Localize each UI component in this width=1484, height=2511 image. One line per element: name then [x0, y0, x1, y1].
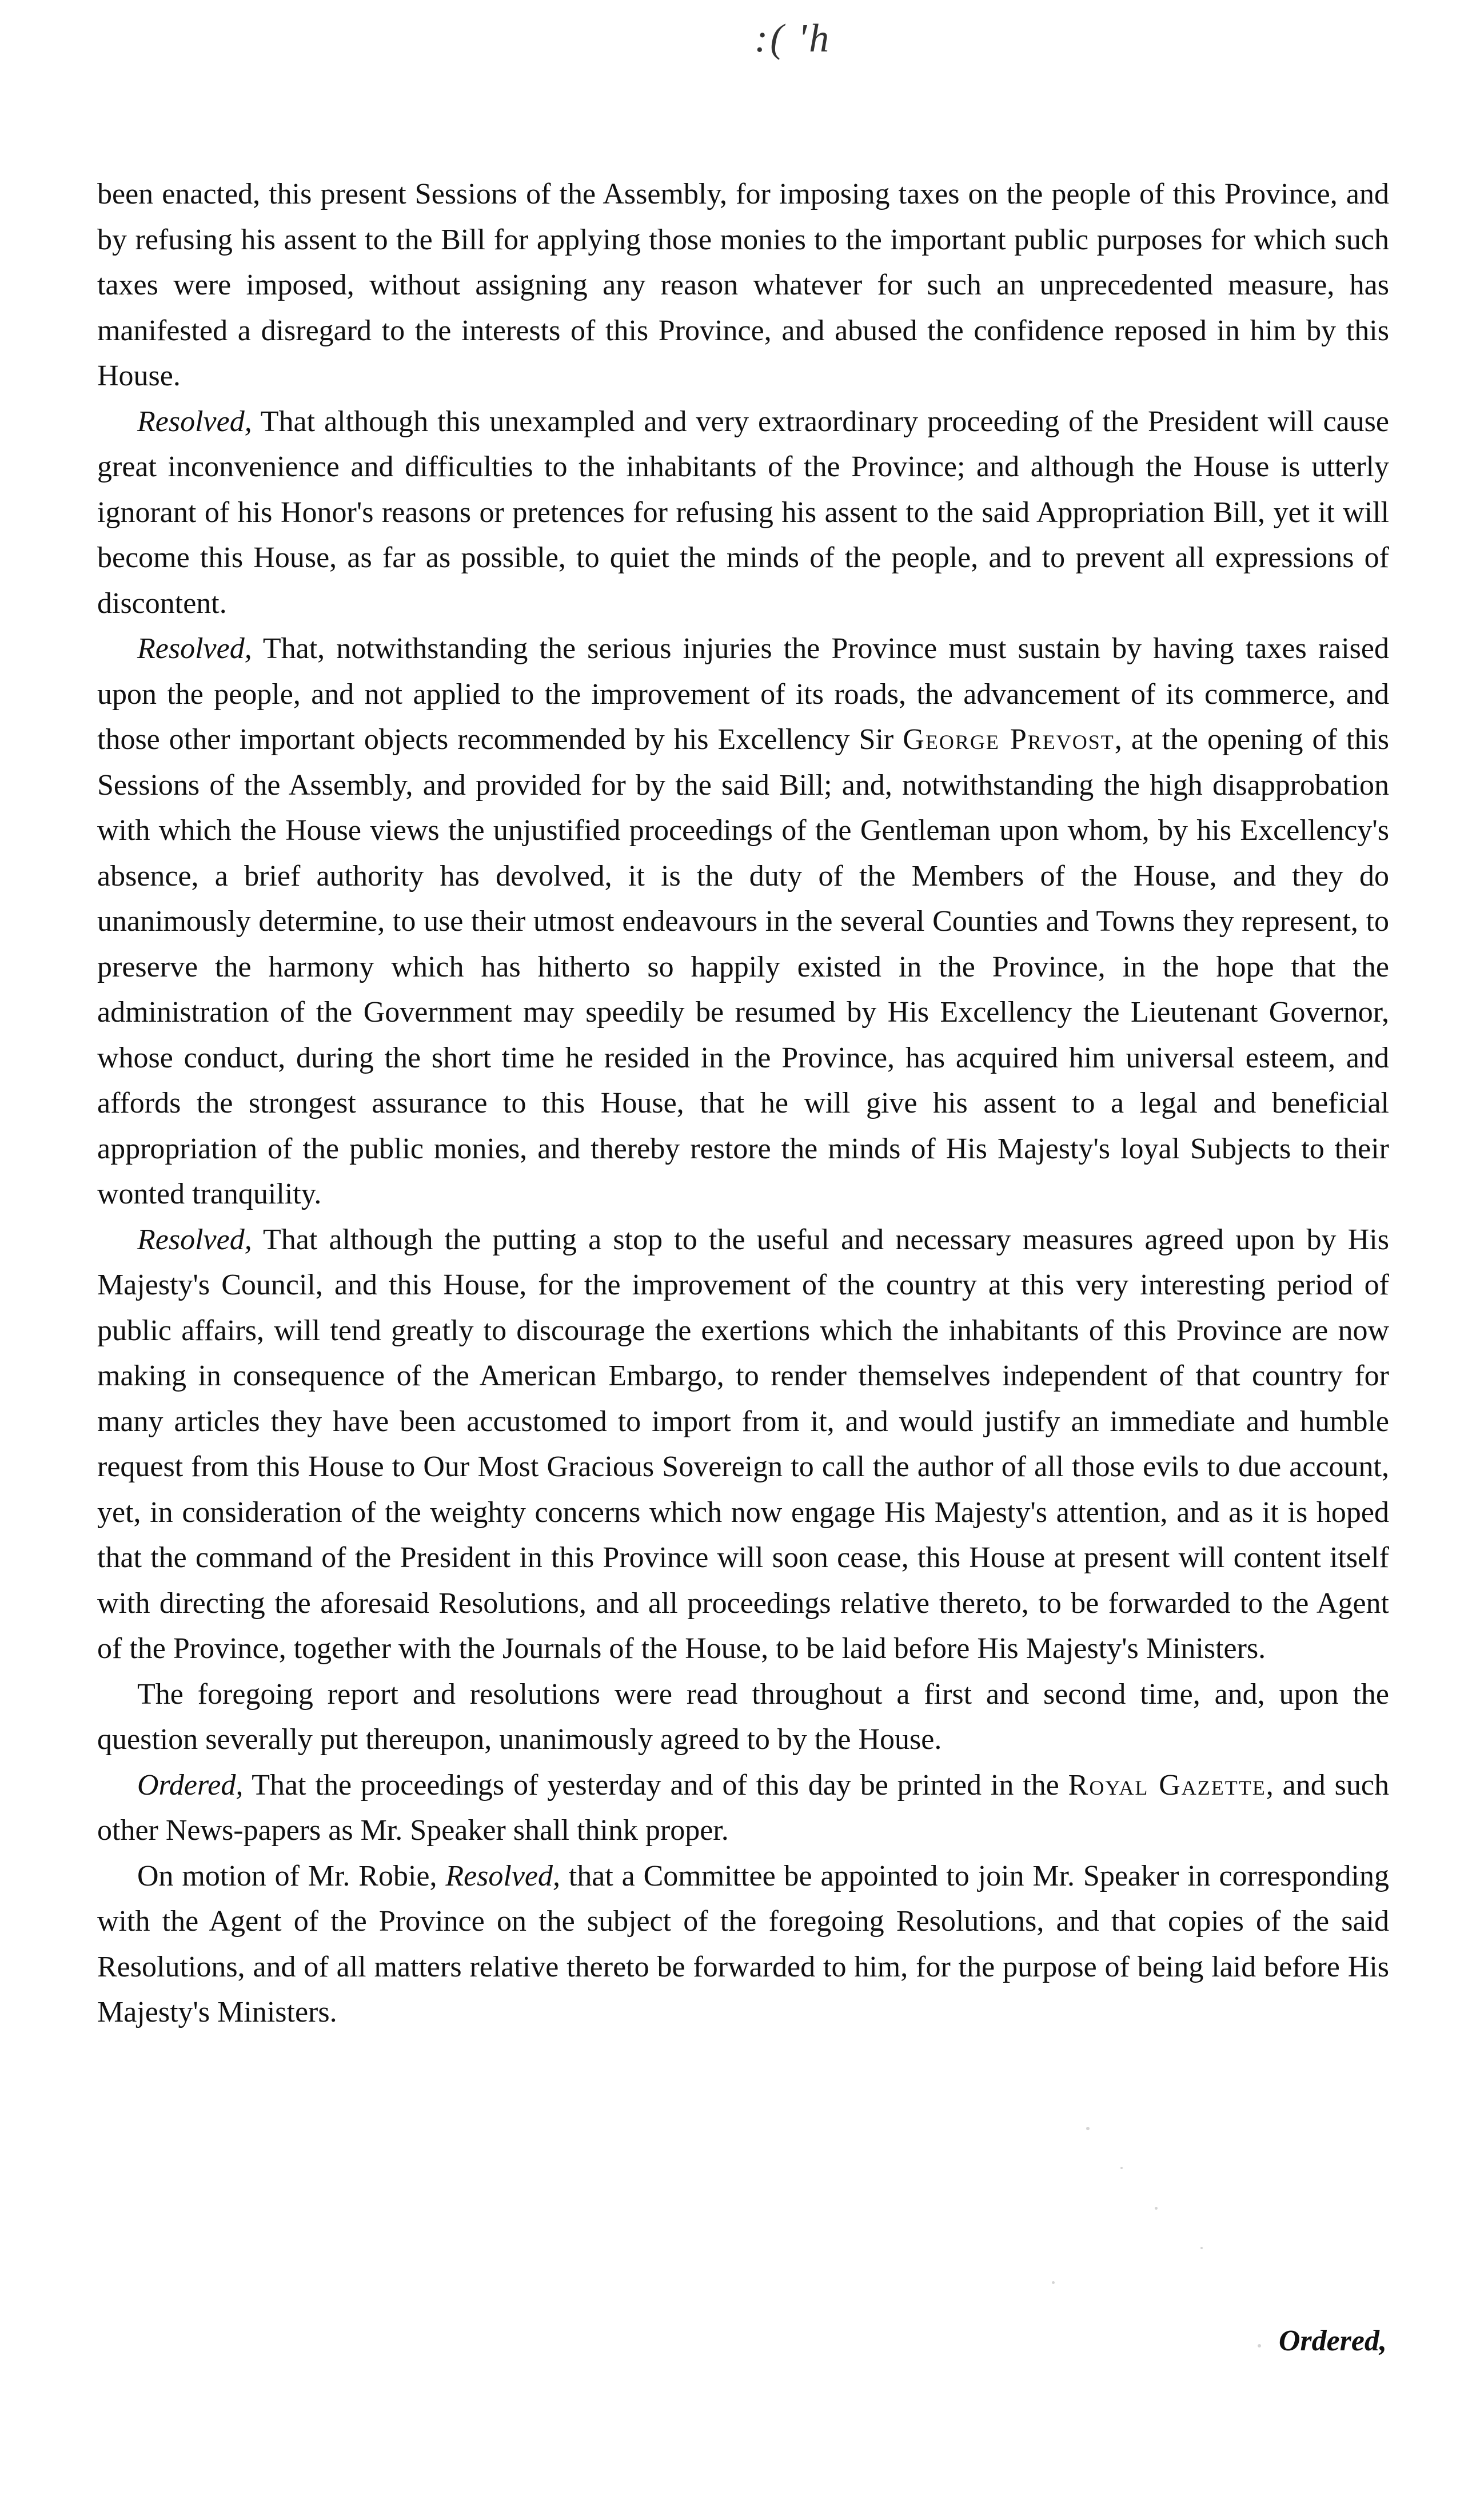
paragraph-committee-motion: [97, 1854, 1389, 2035]
italic-run: Resolved,: [137, 632, 252, 665]
text-run: been enacted, this present Sessions of the Assembly, for imposing taxes on the people of this Province, and by refusing his assent to the Bill for applying those monies to the important public purposes for which such taxes were imposed, without assigning any reason whatever for such an unprecedented measure, has manifested a disregard to the interests of this Province, and abused the confidence reposed in him by this House.: [97, 178, 1389, 392]
italic-run: Resolved,: [445, 1859, 561, 1892]
italic-run: Ordered,: [137, 1768, 244, 1801]
paragraph-preamble: [97, 172, 1389, 399]
text-run: That although the putting a stop to the useful and necessary measures agreed upon by His Majesty's Council, and this House, for the improvement of the country at this very interesting period of public affairs, will tend greatly to discourage the exertions which the inhabitants of this Province are now making in consequence of the American Embargo, to render themselves independent of that country for many articles they have been accustomed to import from it, and would justify an immediate and humble request from this House to Our Most Gracious Sovereign to call the author of all those evils to due account, yet, in consideration of the weighty concerns which now engage His Majesty's attention, and as it is hoped that the command of the President in this Province will soon cease, this House at present will content itself with directing the aforesaid Resolutions, and all proceedings relative thereto, to be forwarded to the Agent of the Province, together with the Journals of the House, to be laid before His Majesty's Ministers.: [97, 1223, 1389, 1665]
paragraph-resolution-quiet-people: [97, 399, 1389, 627]
paragraph-resolution-preserve-harmony: [97, 626, 1389, 1217]
paragraph-resolution-forward-to-agent: [97, 1217, 1389, 1672]
text-run: On motion of Mr. Robie,: [137, 1859, 446, 1892]
text-run: That the proceedings of yesterday and of this day be printed in the: [243, 1768, 1068, 1801]
text-run: That, notwithstanding the serious injuries the Province must sustain by having taxes raised upon the people, and not applied to the improvement of its roads, the advancement of its commerce, and those other important objects recommended by his Excellency Sir: [97, 632, 1389, 756]
scan-speckle: [1258, 2344, 1261, 2347]
paragraph-order-to-print: [97, 1763, 1389, 1854]
document-body: [97, 172, 1389, 2035]
scan-speckle: [1155, 2207, 1158, 2210]
catchword: Ordered,: [1278, 2325, 1387, 2357]
text-run: , at the opening of this Sessions of the Assembly, and provided for by the said Bill; and, notwithstanding the high disapprobation with which the House views the unjustified proceedings of the Gentleman upon whom, by his Excellency's absence, a brief authority has devolved, it is the duty of the Members of the House, and they do unanimously determine, to use their utmost endeavours in the several Counties and Towns they represent, to preserve the harmony which has hitherto so happily existed in the Province, in the hope that the administration of the Government may speedily be resumed by His Excellency the Lieutenant Governor, whose conduct, during the short time he resided in the Province, has acquired him universal esteem, and affords the strongest assurance to this House, that he will give his assent to a legal and beneficial appropriation of the public monies, and thereby restore the minds of His Majesty's loyal Subjects to their wonted tranquility.: [97, 723, 1389, 1210]
text-run: , and such other News-papers as Mr. Speaker shall think proper.: [97, 1768, 1389, 1847]
scan-speckle: [1052, 2281, 1055, 2284]
small-caps-run: Royal Gazette: [1068, 1768, 1266, 1801]
scan-speckle: [1200, 2247, 1203, 2249]
page-number-mark: :( 'h: [755, 17, 832, 61]
text-run: That although this unexampled and very extraordinary proceeding of the President will cause great inconvenience and difficulties to the inhabitants of the Province; and although the House is utterly ignorant of his Honor's reasons or pretences for refusing his assent to the said Appropriation Bill, yet it will become this House, as far as possible, to quiet the minds of the people, and to prevent all expressions of discontent.: [97, 405, 1389, 620]
text-run: The foregoing report and resolutions were read throughout a first and second time, and, upon the question severally put thereupon, unanimously agreed to by the House.: [97, 1677, 1389, 1756]
scan-speckle: [1120, 2167, 1123, 2169]
paragraph-agreed-by-house: [97, 1672, 1389, 1763]
scan-speckle: [1086, 2127, 1090, 2130]
small-caps-run: George Prevost: [903, 723, 1115, 756]
italic-run: Resolved,: [137, 405, 252, 438]
text-run: that a Committee be appointed to join Mr. Speaker in corresponding with the Agent of the Province on the subject of the foregoing Resolutions, and that copies of the said Resolutions, and of all matters relative thereto be forwarded to him, for the purpose of being laid before His Majesty's Ministers.: [97, 1859, 1389, 2028]
italic-run: Resolved,: [137, 1223, 252, 1256]
